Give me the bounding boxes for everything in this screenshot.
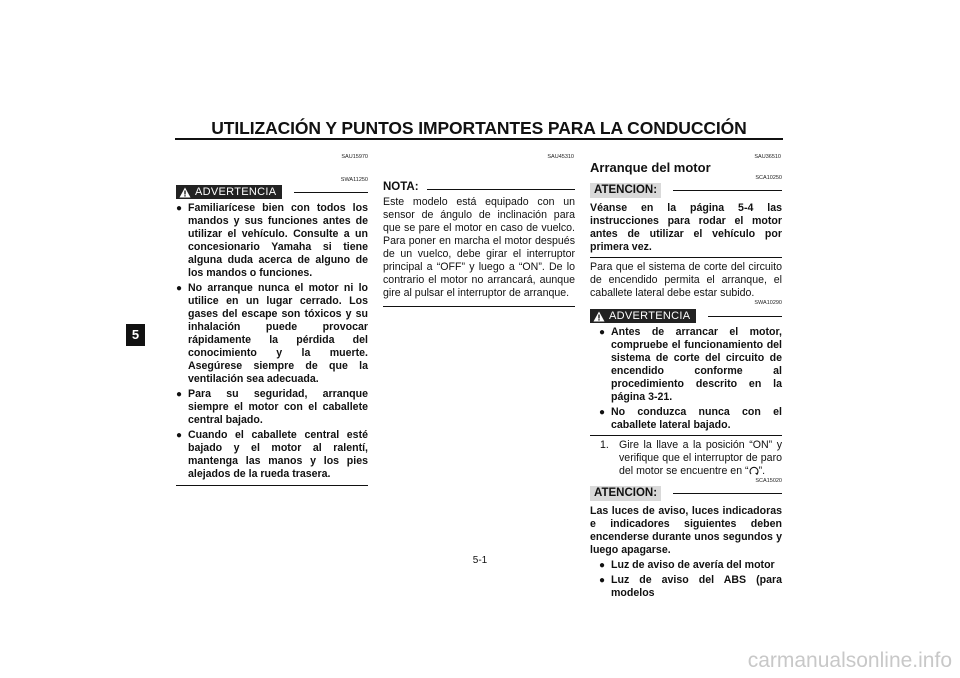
page-title: UTILIZACIÓN Y PUNTOS IMPORTANTES PARA LA CONDUCCIÓN xyxy=(211,118,747,138)
ref-code: SWA11250 xyxy=(340,177,368,183)
engine-run-symbol-icon xyxy=(749,466,759,475)
warning-header xyxy=(176,185,368,199)
attention-label: ATENCION: xyxy=(590,183,661,198)
bullet-icon: ● xyxy=(599,560,606,571)
list-item: ● Para su seguridad, arranque siempre el motor con el caballete central bajado. xyxy=(176,388,368,426)
attention-label: ATENCION: xyxy=(590,486,661,501)
column-2 xyxy=(383,181,575,307)
warning-body xyxy=(590,326,782,432)
ref-code: SAU15970 xyxy=(341,154,368,160)
header-rule xyxy=(294,192,368,193)
column-3 xyxy=(590,160,782,600)
warning-badge xyxy=(590,309,696,323)
list-item: ● No conduzca nunca con el caballete lateral bajado. xyxy=(599,406,782,431)
step-text: Gire la llave a la posición “ON” y verifique que el interruptor de paro del motor se encuentre en “ ”. xyxy=(619,439,782,477)
note-header xyxy=(383,181,575,193)
warning-triangle-icon xyxy=(179,187,191,198)
bullet-icon: ● xyxy=(176,283,183,294)
ref-code: SAU36510 xyxy=(754,154,781,160)
title-rule xyxy=(175,138,783,140)
warning-triangle-icon xyxy=(593,311,605,322)
warning-body xyxy=(176,202,368,481)
attention-header xyxy=(590,183,782,198)
list-item: ● Antes de arrancar el motor, compruebe el funcionamiento del sistema de corte del circuito de encendido conforme al procedimiento descrito en la página 3-21. xyxy=(599,326,782,403)
list-item: ● Luz de aviso de avería del motor xyxy=(599,559,775,571)
attention-list xyxy=(590,559,782,600)
bullet-icon: ● xyxy=(176,203,183,214)
ref-code: SCA15020 xyxy=(755,478,782,484)
list-item: ● Cuando el caballete central esté bajado y el motor al ralentí, mantenga las manos y los pies alejados de la rueda trasera. xyxy=(176,429,368,480)
attention-header xyxy=(590,486,782,501)
chapter-tab: 5 xyxy=(126,324,145,346)
warning-end-rule xyxy=(590,435,782,436)
body-text: Para que el sistema de corte del circuito de encendido permita el arranque, el caballete lateral debe estar subido. xyxy=(590,261,782,299)
step-number: 1. xyxy=(600,439,609,451)
header-rule xyxy=(673,190,782,191)
ref-code: SCA10250 xyxy=(755,175,782,181)
warning-badge xyxy=(176,185,282,199)
bullet-icon: ● xyxy=(599,327,606,338)
column-1 xyxy=(176,185,368,486)
section-heading: Arranque del motor xyxy=(590,160,711,175)
header-rule xyxy=(673,493,782,494)
note-text: Este modelo está equipado con un sensor de ángulo de inclinación para que se pare el motor en caso de vuelco. Para poner en marcha el motor después de un vuelco, debe girar el interruptor principal a “OFF” y luego a “ON”. De lo contrario el motor no arrancará, aunque gire al pulsar el interruptor de arranque. xyxy=(383,196,575,299)
list-item: ● Luz de aviso del ABS (para modelos xyxy=(599,574,782,599)
list-item: ● No arranque nunca el motor ni lo utilice en un lugar cerrado. Los gases del escape son tóxicos y su inhalación puede provocar rápidamente la pérdida del conocimiento y la muerte. Asegúrese siempre de que la ventilación sea adecuada. xyxy=(176,282,368,385)
note-label: NOTA: xyxy=(383,181,419,193)
bullet-icon: ● xyxy=(176,430,183,441)
list-item: ● Familiarícese bien con todos los mandos y sus funciones antes de utilizar el vehículo. Consulte a un concesionario Yamaha si tiene alguna duda acerca de alguno de los mandos o funciones. xyxy=(176,202,368,279)
warning-end-rule xyxy=(176,485,368,486)
watermark: carmanualsonline.info xyxy=(747,649,952,672)
warning-label: ADVERTENCIA xyxy=(195,186,277,198)
bullet-icon: ● xyxy=(176,389,183,400)
step-item xyxy=(590,439,782,478)
header-rule xyxy=(427,189,575,190)
header-rule xyxy=(708,316,782,317)
warning-label: ADVERTENCIA xyxy=(609,310,691,322)
bullet-icon: ● xyxy=(599,407,606,418)
warning-header xyxy=(590,309,782,323)
page-number: 5-1 xyxy=(472,555,488,566)
ref-code: SAU45310 xyxy=(547,154,574,160)
attention-text: Véanse en la página 5-4 las instrucciones para rodar el motor antes de utilizar el vehículo por primera vez. xyxy=(590,202,782,253)
note-end-rule xyxy=(383,306,575,307)
attention-text: Las luces de aviso, luces indicadoras e indicadores siguientes deben encenderse durante unos segundos y luego apagarse. xyxy=(590,505,782,556)
attention-end-rule xyxy=(590,257,782,258)
ref-code: SWA10290 xyxy=(754,300,782,306)
bullet-icon: ● xyxy=(599,575,606,586)
